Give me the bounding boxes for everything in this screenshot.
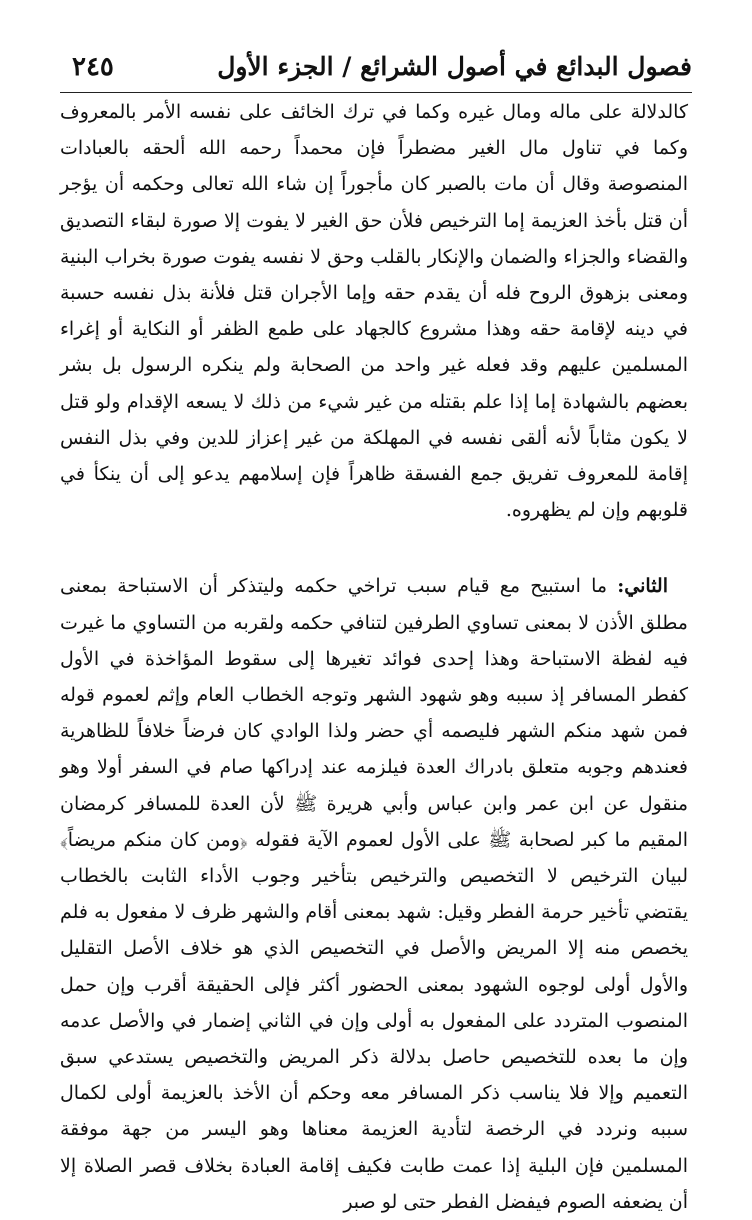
paragraph-2-lead: الثاني:	[617, 575, 668, 598]
paragraph-1-text: كالدلالة على ماله ومال غيره وكما في ترك الخائف على نفسه الأمر بالمعروف وكما في تناول مال الغير مضطراً فإن محمداً رحمه الله ألحقه بالعبادات المنصوصة وقال أن مات بالصبر كان مأجوراً إن شاء الله تعالى وحكمه أن يؤجر أن قتل بأخذ العزيمة إما الترخيص فلأن حق الغير لا يفوت إلا صورة لبقاء التصديق والقضاء والجزاء والضمان والإنكار بالقلب وحق لا نفسه يفوت صورة بخراب البنية ومعنى بزهوق الروح فله أن يقدم حقه وإما الأجران قتل فلأنة بذل نفسه حسبة في دينه لإقامة حقه وهذا مشروع كالجهاد على طمع الظفر أو النكاية أو إغراء المسلمين عليهم وقد فعله غير واحد من الصحابة ولم ينكره الرسول بل بشر بعضهم بالشهادة إما إذا علم بقتله من غير شيء من ذلك لا يسعه الإقدام ولو قتل لا يكون مثاباً لأنه ألقى نفسه في المهلكة من غير إعزاز للدين وفي بذل النفس إقامة للمعروف تفريق جمع الفسقة ظاهراً فإن إسلامهم يدعو إلى أن ينكأ في قلوبهم وإن لم يظهروه.	[60, 101, 688, 522]
header-title: فصول البدائع في أصول الشرائع / الجزء الأول	[217, 52, 692, 81]
page-number: ٢٤٥	[72, 52, 114, 82]
paragraph-1	[60, 94, 688, 528]
running-header	[60, 50, 692, 90]
paragraph-2-text: ما استبيح مع قيام سبب تراخي حكمه وليتذكر أن الاستباحة بمعنى مطلق الأذن لا بمعنى تساوي الطرفين لتنافي حكمه ولقربه من التساوي ما غيرت فيه لفظة الاستباحة وهذا إحدى فوائد تغيرها إلى سقوط المؤاخذة في الأول كفطر المسافر إذ سببه وهو شهود الشهر وتوجه الخطاب العام وإثم لعموم قوله فمن شهد منكم الشهر فليصمه أي حضر ولذا الوادي كان فرضاً خلافاً للظاهرية فعندهم وجوبه متعلق بادراك العدة فيلزمه عند إدراكها صام في السفر أولا وهو منقول عن ابن عمر وابن عباس وأبي هريرة ﷺ لأن العدة للمسافر كرمضان المقيم ما كبر لصحابة ﷺ على الأول لعموم الآية فقوله ﴿ومن كان منكم مريضاً﴾ لبيان الترخيص لا التخصيص والترخيص بتأخير وجوب الأداء الثابت بالخطاب يقتضي تأخير حرمة الفطر وقيل: شهد بمعنى أقام والشهر ظرف لا مفعول به فلم يخصص منه إلا المريض والأصل في التخصيص الذي هو خلاف الأصل التقليل والأول أولى لوجوه الشهود بمعنى الحضور أكثر فإلى الحقيقة أقرب وإن حمل المنصوب المتردد على المفعول به أولى وإن في الثاني إضمار في والأصل عدمه وإن ما بعده للتخصيص حاصل بدلالة ذكر المريض والتخصيص يستدعي سبق التعميم وإلا فلا يناسب ذكر المسافر معه وحكم أن الأخذ بالعزيمة أولى لكمال سببه ونردد في الرخصة لتأدية العزيمة معناها وهو اليسر من جهة موفقة المسلمين فإن البلية إذا عمت طابت فكيف إقامة العبادة بخلاف قصر الصلاة إلا أن يضعفه الصوم فيفضل الفطر حتى لو صبر	[60, 575, 688, 1213]
paragraph-spacer	[60, 528, 688, 568]
body-text	[60, 94, 688, 1220]
paragraph-2	[60, 568, 688, 1220]
header-divider	[60, 92, 692, 93]
